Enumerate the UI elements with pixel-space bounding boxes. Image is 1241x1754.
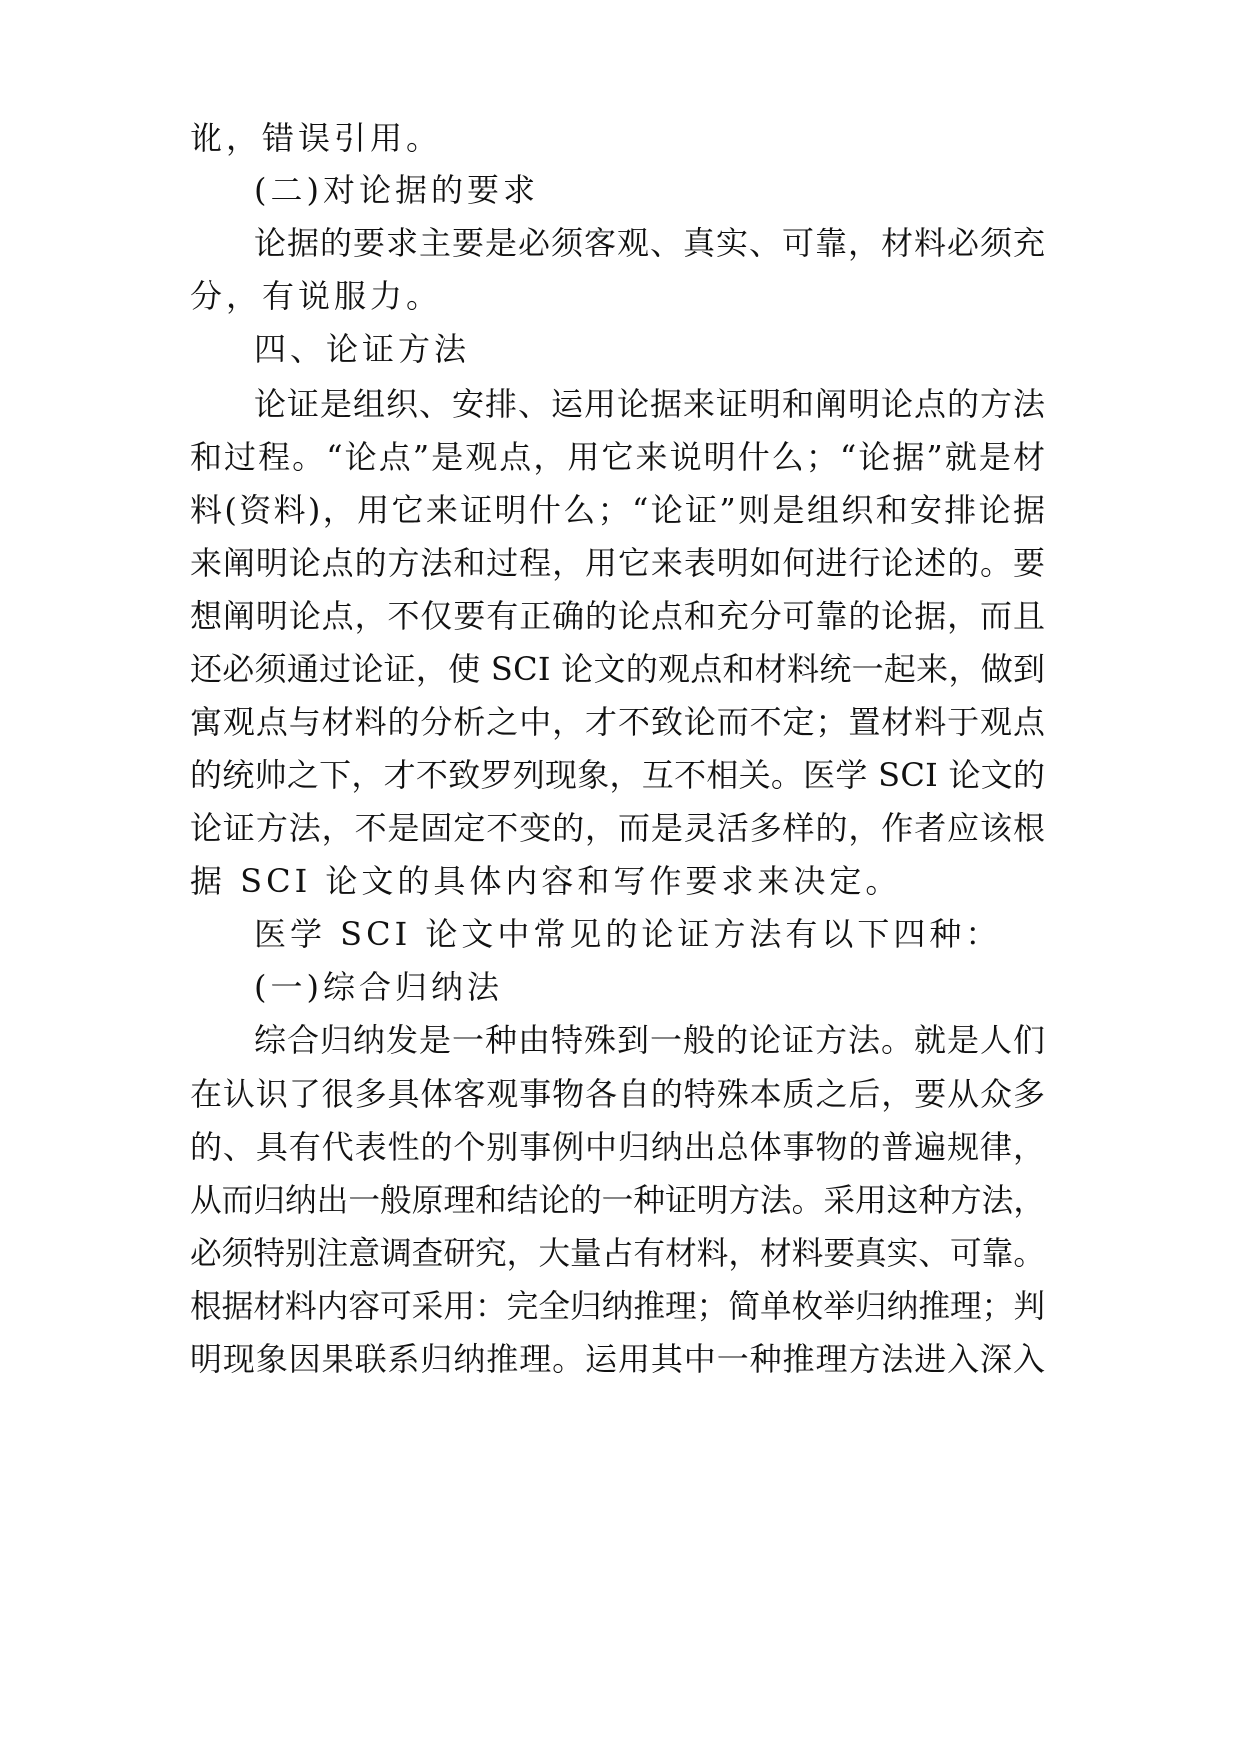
line-text: 四、论证方法 <box>254 330 471 368</box>
paragraph-line <box>0 586 1241 646</box>
paragraph-line <box>0 480 1241 540</box>
paragraph-line <box>0 798 1241 858</box>
line-text: 论证是组织、安排、运用论据来证明和阐明论点的方法 <box>254 385 1046 423</box>
line-text: (一)综合归纳法 <box>254 968 503 1006</box>
paragraph-line <box>0 904 1241 964</box>
line-text: (二)对论据的要求 <box>254 171 539 209</box>
paragraph-line <box>0 1064 1241 1124</box>
section-heading <box>0 957 1241 1017</box>
line-text: 综合归纳发是一种由特殊到一般的论证方法。就是人们 <box>254 1021 1046 1059</box>
paragraph-line <box>0 692 1241 752</box>
paragraph-line <box>0 374 1241 434</box>
section-heading <box>0 160 1241 220</box>
paragraph-line <box>0 108 1241 168</box>
paragraph-line <box>0 1276 1241 1336</box>
line-text: 分，有说服力。 <box>190 277 443 315</box>
line-text: 从而归纳出一般原理和结论的一种证明方法。采用这种方法， <box>190 1181 1046 1219</box>
line-text: 和过程。“论点”是观点，用它来说明什么；“论据”就是材 <box>190 438 1048 476</box>
paragraph-line <box>0 1223 1241 1283</box>
line-text: 论据的要求主要是必须客观、真实、可靠，材料必须充 <box>254 224 1046 262</box>
paragraph-line <box>0 266 1241 326</box>
paragraph-line <box>0 639 1241 699</box>
line-text: 据 SCI 论文的具体内容和写作要求来决定。 <box>190 862 902 900</box>
paragraph-line <box>0 745 1241 805</box>
line-text: 的统帅之下，才不致罗列现象，互不相关。医学 SCI 论文的 <box>190 756 1046 794</box>
paragraph-line <box>0 1329 1241 1389</box>
line-text: 讹，错误引用。 <box>190 119 443 157</box>
line-text: 论证方法，不是固定不变的，而是灵活多样的，作者应该根 <box>190 809 1046 847</box>
paragraph-line <box>0 213 1241 273</box>
paragraph-line <box>0 533 1241 593</box>
line-text: 料(资料)，用它来证明什么；“论证”则是组织和安排论据 <box>190 491 1048 529</box>
line-text: 明现象因果联系归纳推理。运用其中一种推理方法进入深入 <box>190 1340 1046 1378</box>
line-text: 还必须通过论证，使 SCI 论文的观点和材料统一起来，做到 <box>190 650 1046 688</box>
paragraph-line <box>0 851 1241 911</box>
paragraph-line <box>0 1117 1241 1177</box>
line-text: 在认识了很多具体客观事物各自的特殊本质之后，要从众多 <box>190 1075 1046 1113</box>
line-text: 根据材料内容可采用：完全归纳推理；简单枚举归纳推理；判 <box>190 1287 1046 1325</box>
line-text: 想阐明论点，不仅要有正确的论点和充分可靠的论据，而且 <box>190 597 1046 635</box>
line-text: 医学 SCI 论文中常见的论证方法有以下四种： <box>254 915 1002 953</box>
line-text: 的、具有代表性的个别事例中归纳出总体事物的普遍规律， <box>190 1128 1046 1166</box>
paragraph-line <box>0 1010 1241 1070</box>
paragraph-line <box>0 427 1241 487</box>
paragraph-line <box>0 1170 1241 1230</box>
line-text: 来阐明论点的方法和过程，用它来表明如何进行论述的。要 <box>190 544 1046 582</box>
line-text: 寓观点与材料的分析之中，才不致论而不定；置材料于观点 <box>190 703 1046 741</box>
section-heading <box>0 319 1241 379</box>
line-text: 必须特别注意调查研究，大量占有材料，材料要真实、可靠。 <box>190 1234 1046 1272</box>
